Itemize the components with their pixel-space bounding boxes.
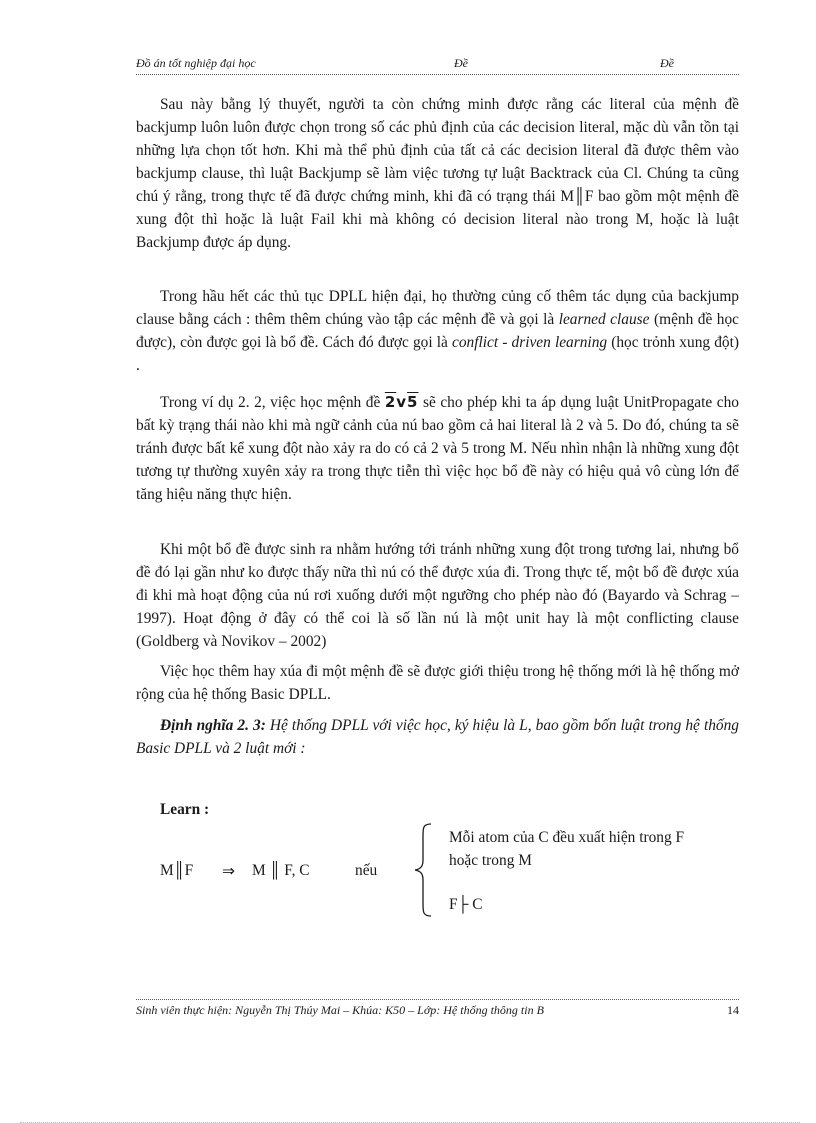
formula-literal-2: 5 (407, 393, 419, 411)
formula-literal-1: 2 (384, 393, 397, 411)
paragraph-extension: Việc học thêm hay xúa đi một mệnh đề sẽ được giới thiệu trong hệ thống mới là hệ thống mở rộng của hệ thống Basic DPLL. (136, 663, 739, 703)
definition-2-3 (136, 714, 739, 760)
paragraph-learning-text-c: (học trỏnh xung đột) . (136, 334, 739, 374)
rule-condition-atoms: Mỗi atom của C đều xuất hiện trong F hoặc trong M (449, 829, 685, 869)
rule-rhs: M ║ F, C (252, 862, 310, 879)
curly-brace-icon (413, 822, 435, 918)
paragraph-learning (136, 285, 739, 377)
page-number: 14 (727, 1003, 739, 1017)
definition-label: Định nghĩa 2. 3: (160, 717, 266, 734)
rule-lhs: M║F (160, 862, 194, 879)
definition-text: Hệ thống DPLL với việc học, ký hiệu là L, bao gồm bốn luật trong hệ thống Basic DPLL và 2 luật mới : (136, 717, 740, 757)
paragraph-learning-text-b: (mệnh đề học được), còn được gọi là bổ đề. Cách đó được gọi là (136, 311, 739, 351)
paragraph-example-text-a: Trong ví dụ 2. 2, việc học mệnh đề (160, 394, 385, 411)
paragraph-example-text-b: sẽ cho phép khi ta áp dụng luật UnitPropagate cho bất kỳ trạng thái nào khi mà ngữ cảnh của nú bao gồm cả hai literal là 2 và 5. Do đó, chúng ta sẽ tránh được bất kể xung đột nào xảy ra do có cả 2 và 5 trong M. Nếu nhìn nhận là những xung đột tương tự thường xuyên xảy ra trong thực tiễn thì việc học bổ đề này có hiệu quả vô cùng lớn để tăng hiệu năng thực hiện. (136, 394, 739, 503)
paragraph-backjump: Sau này bằng lý thuyết, người ta còn chứng minh được rằng các literal của mệnh đề backjump luôn luôn được chọn trong số các phủ định của các decision literal, mặc dù vẫn tồn tại những lựa chọn tốt hơn. Khi mà thể phủ định của tất cả các decision literal đã được thêm vào backjump clause, thì luật Backjump sẽ làm việc tương tự luật Backtrack của Cl. Chúng ta cũng chú ý rằng, trong thực tế đã được chứng minh, khi đã có trạng thái M║F bao gồm một mệnh đề xung đột thì hoặc là luật Fail khi mà không có decision literal nào trong M, hoặc là luật Backjump được áp dụng. (136, 96, 739, 251)
footer-author: Sinh viên thực hiện: Nguyễn Thị Thúy Mai – Khúa: K50 – Lớp: Hệ thống thông tin B (136, 1003, 544, 1017)
rule-arrow: ⇒ (222, 863, 235, 880)
clause-formula (385, 393, 419, 411)
page-footer (136, 1003, 739, 1019)
paragraph-learning-text-a: Trong hầu hết các thủ tục DPLL hiện đại, họ thường củng cố thêm tác dụng của backjump clause bằng cách : thêm thêm chúng vào tập các mệnh đề và gọi là (136, 288, 739, 328)
learned-clause-term: learned clause (558, 311, 650, 328)
header-center: Đề (454, 56, 468, 70)
paragraph-example (136, 391, 739, 506)
footer-rule (136, 999, 739, 1000)
paragraph-forgetting: Khi một bổ đề được sinh ra nhằm hướng tới tránh những xung đột trong tương lai, nhưng bổ đề đó lại gần như ko được thấy nữa thì nú có thể được xúa đi. Trong thực tế, một bổ đề được xúa đi khi mà hoạt động của nú rơi xuống dưới một ngưỡng cho phép nào đó (Bayardo và Schrag – 1997). Hoạt động ở đây có thể coi là số lần nú là một unit hay là một conflicting clause (Goldberg và Novikov – 2002) (136, 541, 739, 650)
header-rule (136, 74, 739, 75)
page-header (136, 56, 739, 72)
formula-or: v (396, 393, 408, 411)
rule-if: nếu (355, 862, 378, 879)
conflict-driven-learning-term: conflict - driven learning (451, 334, 608, 351)
learn-rule-title: Learn : (160, 801, 210, 818)
rule-condition-entails: F├ C (449, 896, 483, 913)
header-right: Đề (660, 56, 674, 70)
header-title: Đồ án tốt nghiệp đại học (136, 56, 256, 70)
